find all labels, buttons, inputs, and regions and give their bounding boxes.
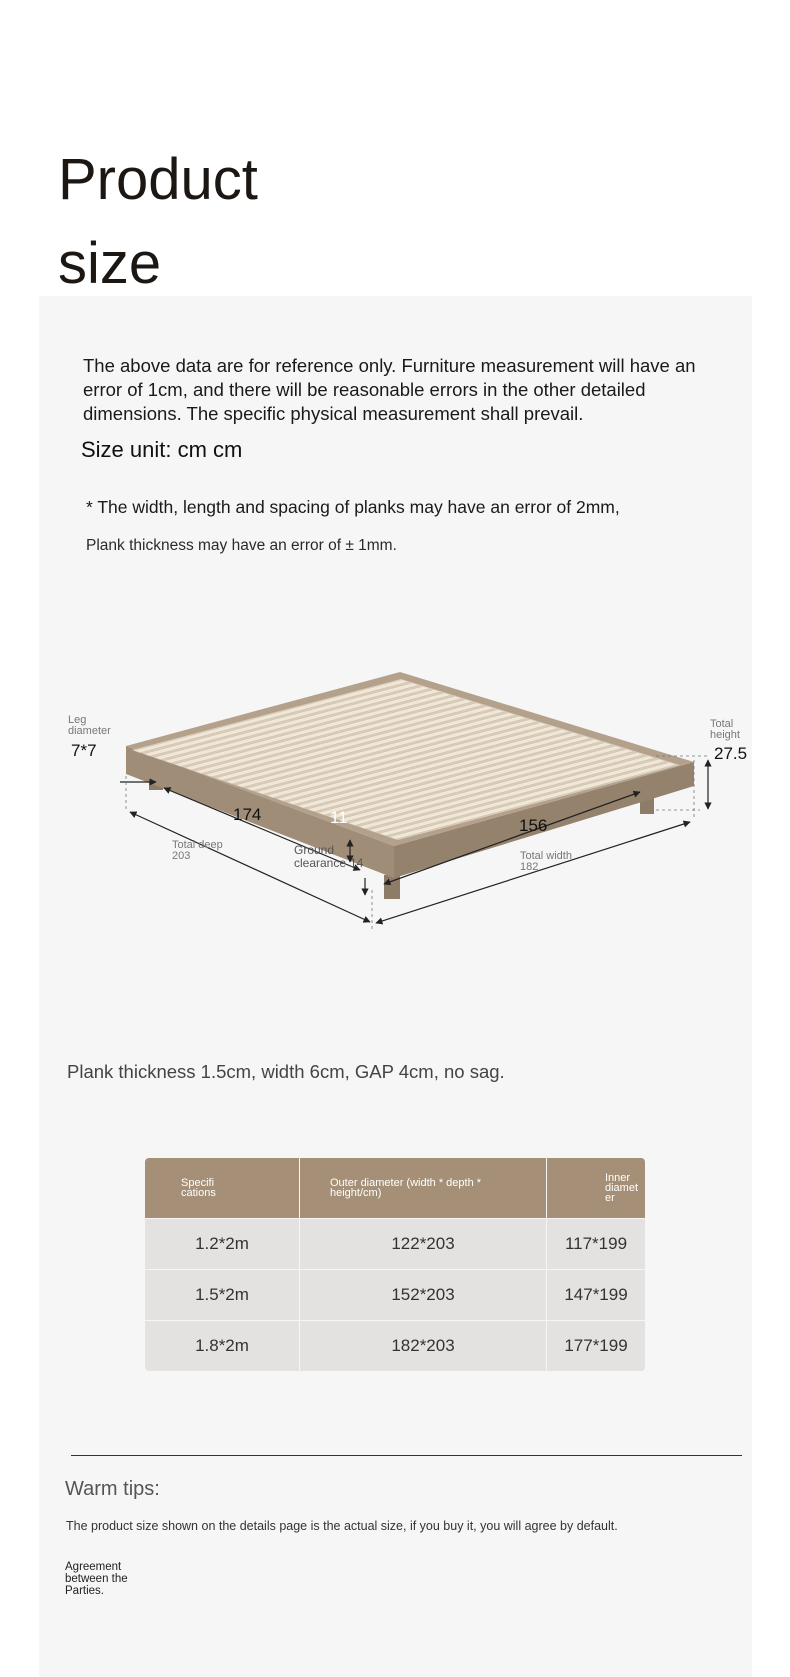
thickness-error-note: Plank thickness may have an error of ± 1mm. xyxy=(86,537,397,554)
cell-spec: 1.8*2m xyxy=(145,1321,300,1372)
leg-diameter-value: 7*7 xyxy=(71,741,97,760)
size-unit-label: Size unit: cm cm xyxy=(81,437,243,462)
warm-tips-title: Warm tips: xyxy=(65,1478,160,1500)
total-deep-value: 203 xyxy=(172,850,191,862)
plank-specification: Plank thickness 1.5cm, width 6cm, GAP 4cm, no sag. xyxy=(67,1061,505,1082)
header-inner-diameter: Inner diamet er xyxy=(547,1158,646,1219)
ground-clearance-label-line1: Ground xyxy=(294,843,335,857)
page-title: Product size xyxy=(58,147,258,296)
table-row xyxy=(145,1270,645,1321)
leg-label-line1: Leg xyxy=(68,714,87,726)
bed-dimension-diagram xyxy=(60,670,750,970)
cell-inner: 117*199 xyxy=(547,1219,646,1270)
section-divider xyxy=(71,1455,742,1456)
cell-inner: 147*199 xyxy=(547,1270,646,1321)
cell-outer: 152*203 xyxy=(300,1270,547,1321)
total-width-label: Total width xyxy=(520,850,572,862)
reference-notice: The above data are for reference only. Furniture measurement will have an error of 1cm, and there will be reasonable errors in the other detailed dimensions. The specific physical measurement shall prevail. xyxy=(83,355,696,424)
cell-spec: 1.2*2m xyxy=(145,1219,300,1270)
header-outer-diameter: Outer diameter (width * depth * height/cm) xyxy=(300,1158,547,1219)
ground-clearance-label-line2: clearance xyxy=(294,856,347,870)
table-header-row xyxy=(145,1158,645,1219)
total-height-label-line2: height xyxy=(710,729,740,741)
total-height-value: 27.5 xyxy=(714,744,748,763)
cell-outer: 182*203 xyxy=(300,1321,547,1372)
table-row xyxy=(145,1219,645,1270)
warm-tips-text: The product size shown on the details page is the actual size, if you buy it, you will agree by default. xyxy=(66,1519,618,1533)
size-spec-table xyxy=(145,1158,645,1371)
total-width-value: 182 xyxy=(520,861,539,873)
header-specifications: Specifi cations xyxy=(145,1158,300,1219)
total-height-label-line1: Total xyxy=(710,718,734,730)
total-deep-label: Total deep xyxy=(172,839,223,851)
inner-length-value: 174 xyxy=(233,805,262,824)
agreement-text: Agreement between the Parties. xyxy=(65,1561,128,1597)
ground-clearance-value: 14 xyxy=(350,856,364,870)
inner-width-value: 156 xyxy=(519,816,548,835)
cell-spec: 1.5*2m xyxy=(145,1270,300,1321)
frame-height-value: 11 xyxy=(330,808,348,827)
cell-outer: 122*203 xyxy=(300,1219,547,1270)
plank-error-note: * The width, length and spacing of planks may have an error of 2mm, xyxy=(86,497,620,517)
leg-label-line2: diameter xyxy=(68,725,111,737)
cell-inner: 177*199 xyxy=(547,1321,646,1372)
table-row xyxy=(145,1321,645,1372)
